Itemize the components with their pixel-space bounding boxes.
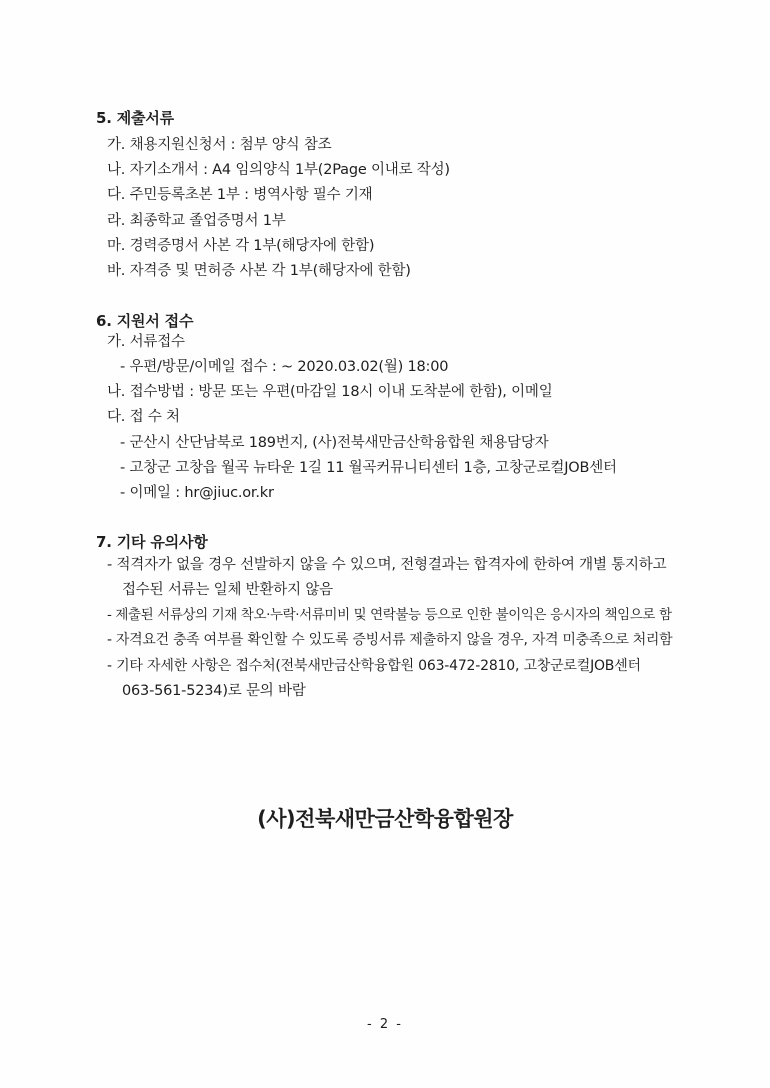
section-6-address-gunsan: - 군산시 산단남북로 189번지, (사)전북새만금산학융합원 채용담당자	[120, 435, 549, 451]
section-6-item-na: 나. 접수방법 : 방문 또는 우편(마감일 18시 이내 도착분에 한함), 이메일	[107, 384, 553, 400]
section-7-note-2: - 제출된 서류상의 기재 착오·누락·서류미비 및 연락불능 등으로 인한 불이익은 응시자의 책임으로 함	[107, 607, 672, 623]
section-5-heading: 5. 제출서류	[96, 109, 174, 127]
section-6-deadline: - 우편/방문/이메일 접수 : ~ 2020.03.02(월) 18:00	[120, 359, 449, 375]
page-number: - 2 -	[367, 1017, 403, 1032]
section-5-item-ba: 바. 자격증 및 면허증 사본 각 1부(해당자에 한함)	[107, 263, 411, 279]
section-5-item-ga: 가. 채용지원신청서 : 첨부 양식 참조	[107, 137, 332, 153]
section-6-item-ga: 가. 서류접수	[107, 334, 185, 350]
section-6-email: - 이메일 : hr@jiuc.or.kr	[120, 485, 274, 501]
section-7-note-4-cont: 063-561-5234)로 문의 바람	[122, 683, 306, 699]
section-7-note-1: - 적격자가 없을 경우 선발하지 않을 수 있으며, 전형결과는 합격자에 한하여 개별 통지하고	[107, 557, 667, 573]
section-5-item-ma: 마. 경력증명서 사본 각 1부(해당자에 한함)	[107, 238, 375, 254]
section-5-item-na: 나. 자기소개서 : A4 임의양식 1부(2Page 이내로 작성)	[107, 162, 450, 178]
section-5-item-da: 다. 주민등록초본 1부 : 병역사항 필수 기재	[107, 187, 373, 203]
section-7-note-3: - 자격요건 충족 여부를 확인할 수 있도록 증빙서류 제출하지 않을 경우, 자격 미충족으로 처리함	[107, 632, 673, 648]
section-6-heading: 6. 지원서 접수	[96, 312, 194, 330]
issuer-signature: (사)전북새만금산학융합원장	[257, 807, 513, 831]
section-5-item-ra: 라. 최종학교 졸업증명서 1부	[107, 213, 286, 229]
section-7-heading: 7. 기타 유의사항	[96, 533, 208, 551]
section-6-item-da: 다. 접 수 처	[107, 409, 180, 425]
section-7-note-1-cont: 접수된 서류는 일체 반환하지 않음	[122, 582, 333, 598]
section-7-note-4: - 기타 자세한 사항은 접수처(전북새만금산학융합원 063-472-2810, 고창군로컬JOB센터	[107, 658, 641, 674]
section-6-address-gochang: - 고창군 고창읍 월곡 뉴타운 1길 11 월곡커뮤니티센터 1층, 고창군로컬JOB센터	[120, 460, 617, 476]
